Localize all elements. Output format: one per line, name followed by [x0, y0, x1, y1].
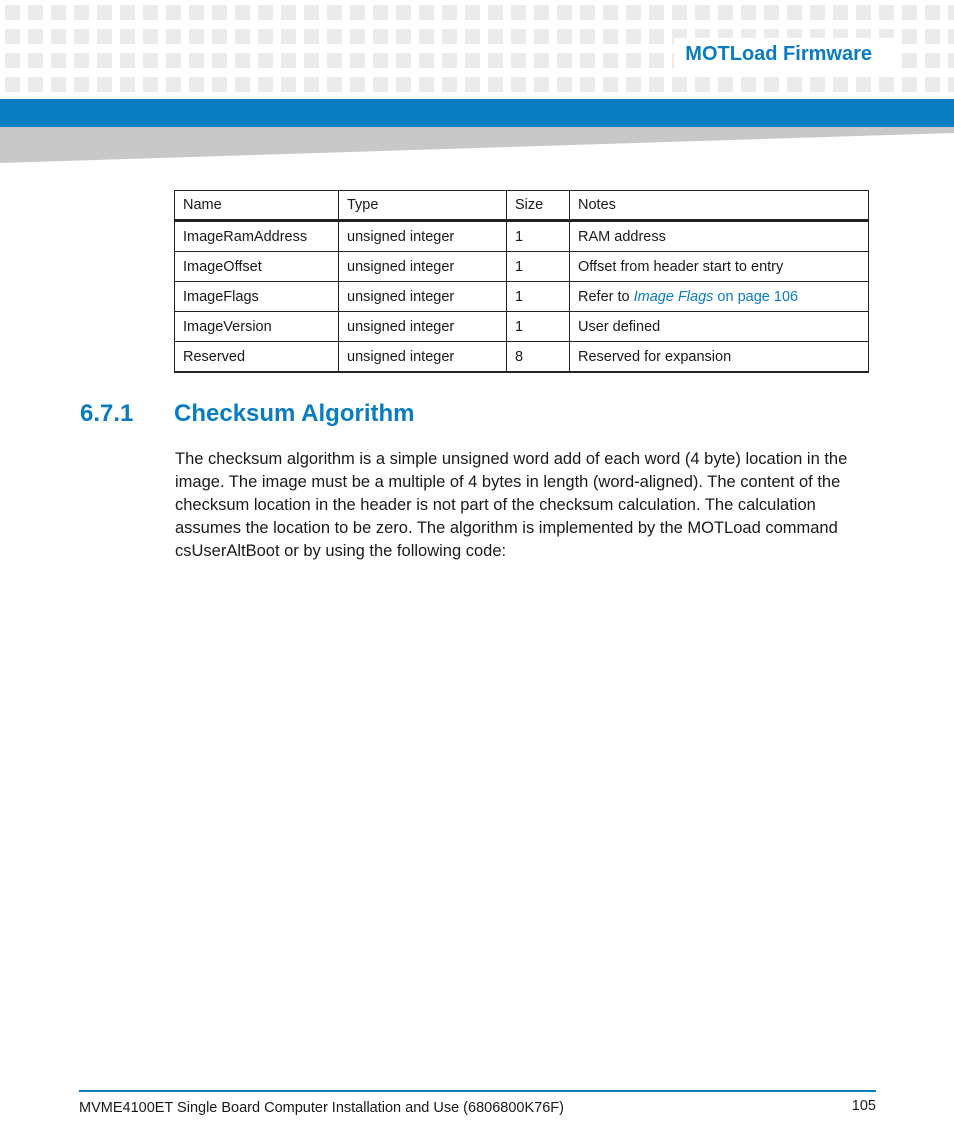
section-title: Checksum Algorithm: [174, 400, 415, 427]
section-number: 6.7.1: [80, 400, 134, 427]
table-row: [175, 342, 869, 373]
footer-divider: [79, 1090, 876, 1092]
table-row: [175, 221, 869, 252]
cell-size: 1: [507, 252, 570, 282]
cell-type: unsigned integer: [339, 312, 507, 342]
table-header-row: [175, 191, 869, 221]
cell-type: unsigned integer: [339, 342, 507, 373]
cell-name: Reserved: [175, 342, 339, 373]
cell-type: unsigned integer: [339, 221, 507, 252]
footer-page-number: 105: [851, 1098, 876, 1114]
cell-name: ImageVersion: [175, 312, 339, 342]
cell-size: 1: [507, 221, 570, 252]
header-blue-band: [0, 99, 954, 127]
column-header-size: Size: [507, 191, 570, 221]
notes-prefix: Refer to: [578, 288, 634, 305]
table-row: [175, 282, 869, 312]
cell-notes: Reserved for expansion: [570, 342, 869, 373]
image-header-fields-table: [174, 190, 869, 373]
table-row: [175, 312, 869, 342]
table-row: [175, 252, 869, 282]
image-flags-cross-reference-link[interactable]: [634, 289, 798, 305]
header-grey-swoosh: [0, 127, 954, 165]
cell-size: 8: [507, 342, 570, 373]
cell-type: unsigned integer: [339, 282, 507, 312]
column-header-type: Type: [339, 191, 507, 221]
cell-notes: Offset from header start to entry: [570, 252, 869, 282]
xref-page: on page 106: [713, 288, 799, 305]
cell-name: ImageFlags: [175, 282, 339, 312]
column-header-notes: Notes: [570, 191, 869, 221]
cell-notes: [570, 282, 869, 312]
cell-notes: User defined: [570, 312, 869, 342]
running-header-title: MOTLoad Firmware: [685, 43, 872, 65]
cell-notes: RAM address: [570, 221, 869, 252]
cell-type: unsigned integer: [339, 252, 507, 282]
cell-size: 1: [507, 312, 570, 342]
cell-name: ImageRamAddress: [175, 221, 339, 252]
footer-document-title: MVME4100ET Single Board Computer Installation and Use (6806800K76F): [79, 1100, 564, 1116]
xref-title: Image Flags: [633, 288, 714, 305]
cell-name: ImageOffset: [175, 252, 339, 282]
section-body-paragraph: The checksum algorithm is a simple unsigned word add of each word (4 byte) location in the image. The image must be a multiple of 4 bytes in length (word-aligned). The content of the checksum location in the header is not part of the checksum calculation. The calculation assumes the location to be zero. The algorithm is implemented by the MOTLoad command csUserAltBoot or by using the following code:: [175, 450, 848, 560]
section-heading: [80, 400, 414, 428]
column-header-name: Name: [175, 191, 339, 221]
cell-size: 1: [507, 282, 570, 312]
